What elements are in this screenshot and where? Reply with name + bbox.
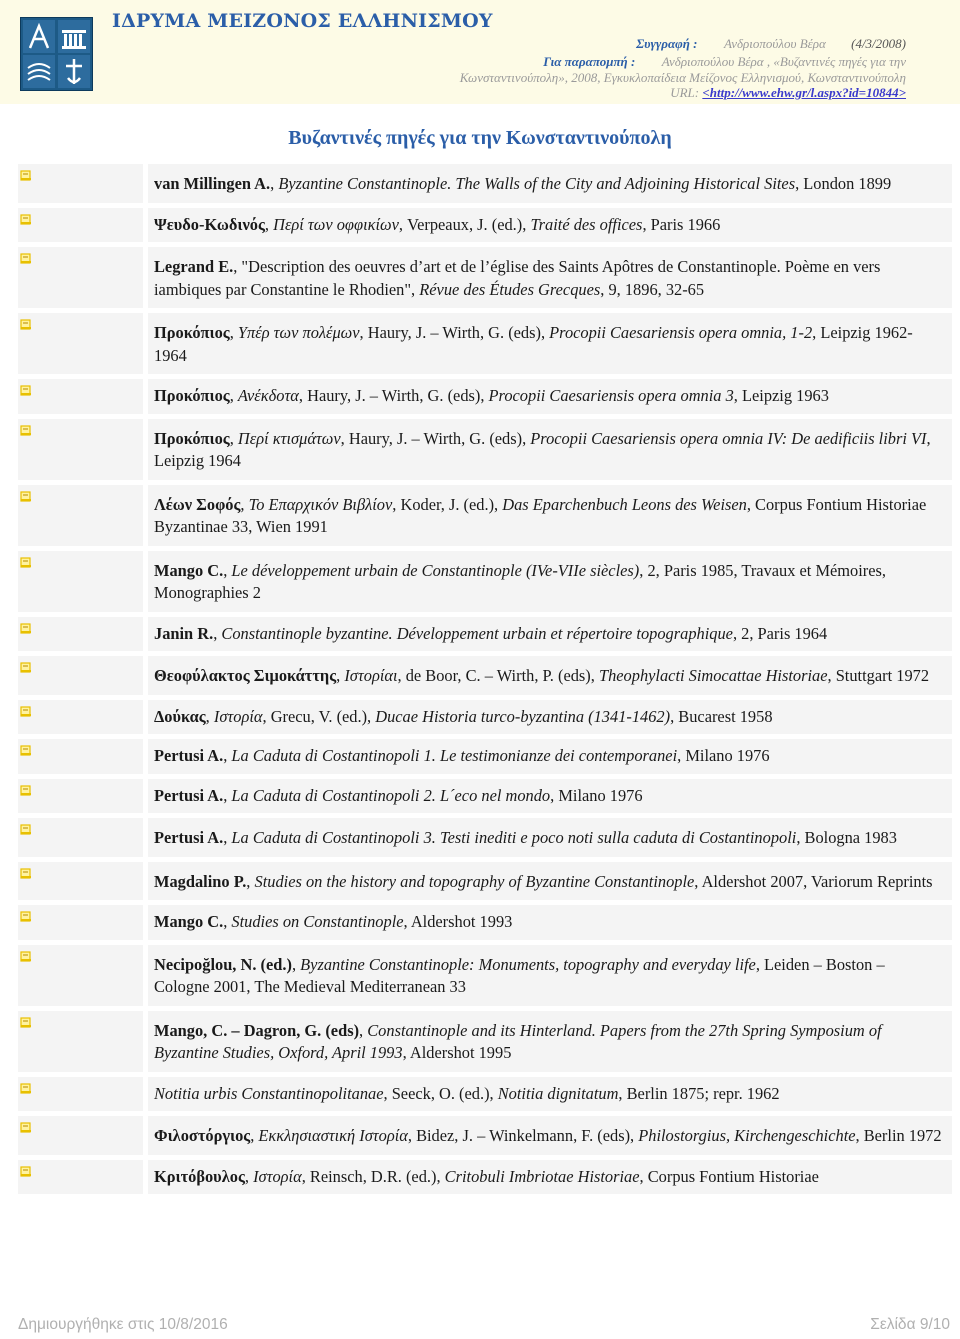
bibliography-entry bbox=[18, 1160, 952, 1195]
bibliography-entry bbox=[18, 247, 952, 308]
entry-text: Κριτόβουλος, Ιστορία, Reinsch, D.R. (ed.), Critobuli Imbriotae Historiae, Corpus Fontium Historiae bbox=[148, 1160, 952, 1195]
entry-text: van Millingen A., Byzantine Constantinople. The Walls of the City and Adjoining Historical Sites, London 1899 bbox=[148, 164, 952, 203]
entry-text: Notitia urbis Constantinopolitanae, Seeck, O. (ed.), Notitia dignitatum, Berlin 1875; repr. 1962 bbox=[148, 1077, 952, 1112]
citation-text-1: Ανδριοπούλου Βέρα , «Βυζαντινές πηγές για την bbox=[661, 54, 906, 69]
entry-text: Προκόπιος, Περί κτισμάτων, Haury, J. – Wirth, G. (eds), Procopii Caesariensis opera omnia IV: De aedificiis libri VI, Leipzig 1964 bbox=[148, 419, 952, 480]
citation-line bbox=[543, 54, 906, 70]
author-date: (4/3/2008) bbox=[851, 36, 906, 51]
entry-icon-cell bbox=[18, 313, 143, 374]
note-icon bbox=[20, 951, 32, 962]
entry-text: Λέων Σοφός, Το Επαρχικόν Βιβλίον, Koder, J. (ed.), Das Eparchenbuch Leons des Weisen, Corpus Fontium Historiae Byzantinae 33, Wien 1991 bbox=[148, 485, 952, 546]
entry-icon-cell bbox=[18, 862, 143, 901]
url-line bbox=[670, 85, 906, 101]
bibliography-entry bbox=[18, 1011, 952, 1072]
entry-text: Janin R., Constantinople byzantine. Développement urbain et répertoire topographique, 2, Paris 1964 bbox=[148, 617, 952, 652]
entry-text: Προκόπιος, Ανέκδοτα, Haury, J. – Wirth, G. (eds), Procopii Caesariensis opera omnia 3, Leipzig 1963 bbox=[148, 379, 952, 414]
note-icon bbox=[20, 214, 32, 225]
note-icon bbox=[20, 319, 32, 330]
bibliography-entry bbox=[18, 905, 952, 940]
entry-icon-cell bbox=[18, 164, 143, 203]
bibliography-entry bbox=[18, 739, 952, 774]
entry-text: Θεοφύλακτος Σιμοκάττης, Ιστορίαι, de Boor, C. – Wirth, P. (eds), Theophylacti Simocattae Historiae, Stuttgart 1972 bbox=[148, 656, 952, 695]
bibliography-entry bbox=[18, 617, 952, 652]
bibliography-entry bbox=[18, 1116, 952, 1155]
author-label: Συγγραφή : bbox=[636, 36, 698, 51]
bibliography-entry bbox=[18, 313, 952, 374]
bibliography-entry bbox=[18, 164, 952, 203]
entry-text: Pertusi A., La Caduta di Costantinopoli 2. L´eco nel mondo, Milano 1976 bbox=[148, 779, 952, 814]
note-icon bbox=[20, 170, 32, 181]
citation-line-2 bbox=[460, 70, 906, 86]
entry-text: Mango C., Le développement urbain de Constantinople (IVe-VIIe siècles), 2, Paris 1985, Travaux et Mémoires, Monographies 2 bbox=[148, 551, 952, 612]
note-icon bbox=[20, 824, 32, 835]
entry-icon-cell bbox=[18, 419, 143, 480]
note-icon bbox=[20, 868, 32, 879]
note-icon bbox=[20, 557, 32, 568]
url-label: URL: bbox=[670, 85, 700, 100]
entry-text: Necipoğlou, N. (ed.), Byzantine Constantinople: Monuments, topography and everyday life, Leiden – Boston – Cologne 2001, The Medieval Mediterranean 33 bbox=[148, 945, 952, 1006]
note-icon bbox=[20, 911, 32, 922]
entry-text: Mango C., Studies on Constantinople, Aldershot 1993 bbox=[148, 905, 952, 940]
bibliography-entry bbox=[18, 551, 952, 612]
bibliography-entry bbox=[18, 485, 952, 546]
page-header bbox=[0, 0, 960, 104]
note-icon bbox=[20, 1122, 32, 1133]
entry-icon-cell bbox=[18, 617, 143, 652]
entry-icon-cell bbox=[18, 551, 143, 612]
bibliography-entry bbox=[18, 1077, 952, 1112]
note-icon bbox=[20, 623, 32, 634]
note-icon bbox=[20, 253, 32, 264]
entry-text: Magdalino P., Studies on the history and topography of Byzantine Constantinople, Aldershot 2007, Variorum Reprints bbox=[148, 862, 952, 901]
bibliography-entry bbox=[18, 779, 952, 814]
bibliography-entry bbox=[18, 818, 952, 857]
entry-text: Pertusi A., La Caduta di Costantinopoli 1. Le testimonianze dei contemporanei, Milano 1976 bbox=[148, 739, 952, 774]
entry-icon-cell bbox=[18, 1160, 143, 1195]
entry-icon-cell bbox=[18, 656, 143, 695]
note-icon bbox=[20, 1017, 32, 1028]
foundation-logo bbox=[20, 17, 93, 91]
entry-icon-cell bbox=[18, 485, 143, 546]
note-icon bbox=[20, 785, 32, 796]
citation-text-2: Κωνσταντινούπολη», 2008, Εγκυκλοπαίδεια Μείζονος Ελληνισμού, Κωνσταντινούπολη bbox=[459, 70, 906, 85]
page-title: Βυζαντινές πηγές για την Κωνσταντινούπολη bbox=[288, 127, 672, 149]
entry-text: Ψευδο-Κωδινός, Περί των οφφικίων, Verpeaux, J. (ed.), Traité des offices, Paris 1966 bbox=[148, 208, 952, 243]
citation-label: Για παραπομπή : bbox=[543, 54, 636, 69]
entry-icon-cell bbox=[18, 779, 143, 814]
entry-icon-cell bbox=[18, 1011, 143, 1072]
note-icon bbox=[20, 745, 32, 756]
note-icon bbox=[20, 706, 32, 717]
created-date: Δημιουργήθηκε στις 10/8/2016 bbox=[18, 1316, 228, 1333]
note-icon bbox=[20, 1166, 32, 1177]
page-number: Σελίδα 9/10 bbox=[870, 1316, 950, 1333]
bibliography-entry bbox=[18, 208, 952, 243]
bibliography-entry bbox=[18, 862, 952, 901]
bibliography-list bbox=[18, 164, 952, 1199]
note-icon bbox=[20, 491, 32, 502]
entry-icon-cell bbox=[18, 945, 143, 1006]
author-value: Ανδριοπούλου Βέρα bbox=[724, 36, 826, 51]
author-line bbox=[636, 36, 906, 52]
entry-icon-cell bbox=[18, 700, 143, 735]
bibliography-entry bbox=[18, 945, 952, 1006]
entry-text: Προκόπιος, Υπέρ των πολέμων, Haury, J. – Wirth, G. (eds), Procopii Caesariensis opera omnia, 1-2, Leipzig 1962-1964 bbox=[148, 313, 952, 374]
entry-text: Legrand E., "Description des oeuvres d’art et de l’église des Saints Apôtres de Constantinople. Poème en vers iambiques par Constantine le Rhodien", Révue des Études Grecques, 9, 1896, 32-65 bbox=[148, 247, 952, 308]
entry-text: Mango, C. – Dagron, G. (eds), Constantinople and its Hinterland. Papers from the 27th Spring Symposium of Byzantine Studies, Oxford, April 1993, Aldershot 1995 bbox=[148, 1011, 952, 1072]
entry-text: Φιλοστόργιος, Εκκλησιαστική Ιστορία, Bidez, J. – Winkelmann, F. (eds), Philostorgius, Kirchengeschichte, Berlin 1972 bbox=[148, 1116, 952, 1155]
note-icon bbox=[20, 662, 32, 673]
bibliography-entry bbox=[18, 700, 952, 735]
entry-icon-cell bbox=[18, 379, 143, 414]
entry-icon-cell bbox=[18, 247, 143, 308]
citation-url-link[interactable]: <http://www.ehw.gr/l.aspx?id=10844> bbox=[702, 85, 906, 100]
bibliography-entry bbox=[18, 379, 952, 414]
entry-text: Pertusi A., La Caduta di Costantinopoli 3. Testi inediti e poco noti sulla caduta di Costantinopoli, Bologna 1983 bbox=[148, 818, 952, 857]
entry-icon-cell bbox=[18, 1077, 143, 1112]
entry-icon-cell bbox=[18, 905, 143, 940]
note-icon bbox=[20, 385, 32, 396]
entry-text: Δούκας, Ιστορία, Grecu, V. (ed.), Ducae Historia turco-byzantina (1341-1462), Bucarest 1958 bbox=[148, 700, 952, 735]
entry-icon-cell bbox=[18, 208, 143, 243]
entry-icon-cell bbox=[18, 818, 143, 857]
bibliography-entry bbox=[18, 419, 952, 480]
bibliography-entry bbox=[18, 656, 952, 695]
entry-icon-cell bbox=[18, 1116, 143, 1155]
note-icon bbox=[20, 425, 32, 436]
note-icon bbox=[20, 1083, 32, 1094]
site-title: ΙΔΡΥΜΑ ΜΕΙΖΟΝΟΣ ΕΛΛΗΝΙΣΜΟΥ bbox=[112, 10, 493, 32]
entry-icon-cell bbox=[18, 739, 143, 774]
